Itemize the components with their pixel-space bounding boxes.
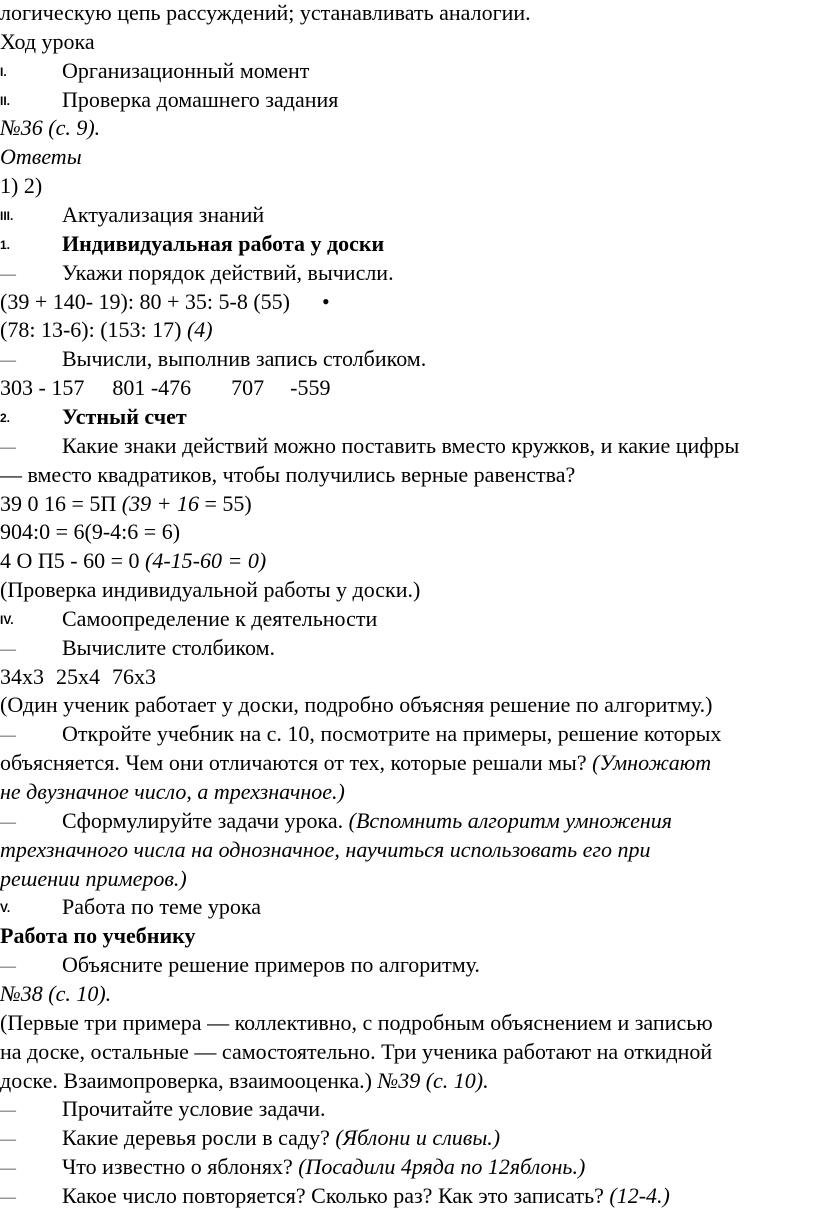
answer-line: решении примеров.) <box>0 866 187 891</box>
task-text: Откройте учебник на с. 10, посмотрите на примеры, решение которых <box>62 721 722 746</box>
answers-line: 1) 2) <box>0 173 43 198</box>
section-1 <box>0 58 309 84</box>
answers-label: Ответы <box>0 144 82 169</box>
dash-marker: — <box>0 814 16 831</box>
answer: (Посадили 4ряда по 12яблонь.) <box>298 1154 586 1179</box>
text-line: — вместо квадратиков, чтобы получились верные равенства? <box>0 462 576 487</box>
task-text: Сформулируйте задачи урока. <box>62 808 349 833</box>
example: 25х4 <box>56 664 100 689</box>
section-title: Организационный момент <box>62 58 310 83</box>
answer: (Умножают <box>592 750 712 775</box>
section-marker: 1. <box>0 238 11 252</box>
dash-marker: — <box>0 958 16 975</box>
text-line: (Проверка индивидуальной работы у доски.) <box>0 577 421 602</box>
task-text: Вычисли, выполнив запись столбиком. <box>62 346 427 371</box>
section-marker: II. <box>0 94 11 108</box>
section-marker: IV. <box>0 613 14 627</box>
answer: (12-4.) <box>609 1183 670 1208</box>
equation-tail: = 55) <box>198 491 252 516</box>
bullet-mark: • <box>322 289 330 314</box>
task-text: Какое число повторяется? Сколько раз? Как это записать? <box>62 1183 610 1208</box>
section-title: Проверка домашнего задания <box>62 87 339 112</box>
task-ref: №39 (с. 10). <box>377 1068 489 1093</box>
task-text: Объясните решение примеров по алгоритму. <box>62 952 480 977</box>
task-item <box>0 635 275 661</box>
text: доске. Взаимопроверка, взаимооценка.) <box>0 1068 378 1093</box>
dash-marker: — <box>0 727 16 744</box>
answer: (4-15-60 = 0) <box>145 548 267 573</box>
column-examples <box>0 664 156 690</box>
dash-marker: — <box>0 1102 16 1119</box>
section-4 <box>0 606 377 632</box>
example: 801 -476 <box>112 375 192 400</box>
section-marker: I. <box>0 65 7 79</box>
dash-marker: — <box>0 1131 16 1148</box>
subheading: Работа по учебнику <box>0 923 196 948</box>
equation-line <box>0 491 252 517</box>
task-item <box>0 1154 585 1180</box>
text-line: логическую цепь рассуждений; устанавливать аналогии. <box>0 0 531 25</box>
text-line <box>0 750 711 776</box>
lesson-plan-heading: Ход урока <box>0 29 95 54</box>
subsection-2 <box>0 404 187 430</box>
expression: (39 + 140- 19): 80 + 35: 5-8 (55) <box>0 289 290 314</box>
task-text: Какие знаки действий можно поставить вместо кружков, и какие цифры <box>62 433 740 458</box>
section-marker: V. <box>0 901 11 915</box>
column-examples <box>0 375 330 401</box>
task-text: Прочитайте условие задачи. <box>62 1096 326 1121</box>
expression-line <box>0 289 330 315</box>
dash-marker: — <box>0 352 16 369</box>
task-item <box>0 1183 670 1209</box>
answer: (4) <box>186 317 213 342</box>
subsection-title: Индивидуальная работа у доски <box>62 231 385 256</box>
example: 303 - 157 <box>0 375 85 400</box>
task-item <box>0 952 480 978</box>
task-item <box>0 721 721 747</box>
example: 34х3 <box>0 664 44 689</box>
dash-marker: — <box>0 641 16 658</box>
example: -559 <box>290 375 331 400</box>
task-item <box>0 346 426 372</box>
subsection-1 <box>0 231 384 257</box>
text: объясняется. Чем они отличаются от тех, которые решали мы? <box>0 750 593 775</box>
dash-marker: — <box>0 266 16 283</box>
answer-line: трехзначного числа на однозначное, научиться использовать его при <box>0 837 651 862</box>
text-line: (Один ученик работает у доски, подробно объясняя решение по алгоритму.) <box>0 692 713 717</box>
section-2 <box>0 87 338 113</box>
task-text: Что известно о яблонях? <box>62 1154 299 1179</box>
dash-marker: — <box>0 1189 16 1206</box>
task-text: Вычислите столбиком. <box>62 635 276 660</box>
section-title: Актуализация знаний <box>62 202 265 227</box>
task-ref: №38 (с. 10). <box>0 981 112 1006</box>
expression: (78: 13-6): (153: 17) <box>0 317 187 342</box>
task-text: Укажи порядок действий, вычисли. <box>62 260 394 285</box>
dash-marker: — <box>0 1160 16 1177</box>
example: 707 <box>231 375 265 400</box>
section-marker: III. <box>0 209 14 223</box>
dash-marker: — <box>0 439 16 456</box>
equation: 39 0 16 = 5П <box>0 491 122 516</box>
section-5 <box>0 894 261 920</box>
task-item <box>0 1125 500 1151</box>
task-item <box>0 260 394 286</box>
expression-line <box>0 317 213 343</box>
equation: 4 О П5 - 60 = 0 <box>0 548 146 573</box>
answer-line: не двузначное число, а трехзначное.) <box>0 779 345 804</box>
subsection-title: Устный счет <box>62 404 187 429</box>
section-3 <box>0 202 264 228</box>
section-title: Работа по теме урока <box>62 894 262 919</box>
text-line: (Первые три примера — коллективно, с подробным объяснением и записью <box>0 1010 713 1035</box>
equation-line <box>0 548 266 574</box>
section-marker: 2. <box>0 411 11 425</box>
text-line: на доске, остальные — самостоятельно. Три ученика работают на откидной <box>0 1039 713 1064</box>
task-text: Какие деревья росли в саду? <box>62 1125 336 1150</box>
task-ref: №36 (с. 9). <box>0 115 101 140</box>
answer: (Яблони и сливы.) <box>335 1125 501 1150</box>
equation-line: 904:0 = 6(9-4:6 = 6) <box>0 519 181 544</box>
example: 76х3 <box>112 664 156 689</box>
text-line <box>0 1068 489 1094</box>
task-item <box>0 1096 326 1122</box>
section-title: Самоопределение к деятельности <box>62 606 378 631</box>
answer: (Вспомнить алгоритм умножения <box>348 808 673 833</box>
answer: (39 + 16 <box>121 491 199 516</box>
task-item <box>0 433 739 459</box>
task-item <box>0 808 672 834</box>
